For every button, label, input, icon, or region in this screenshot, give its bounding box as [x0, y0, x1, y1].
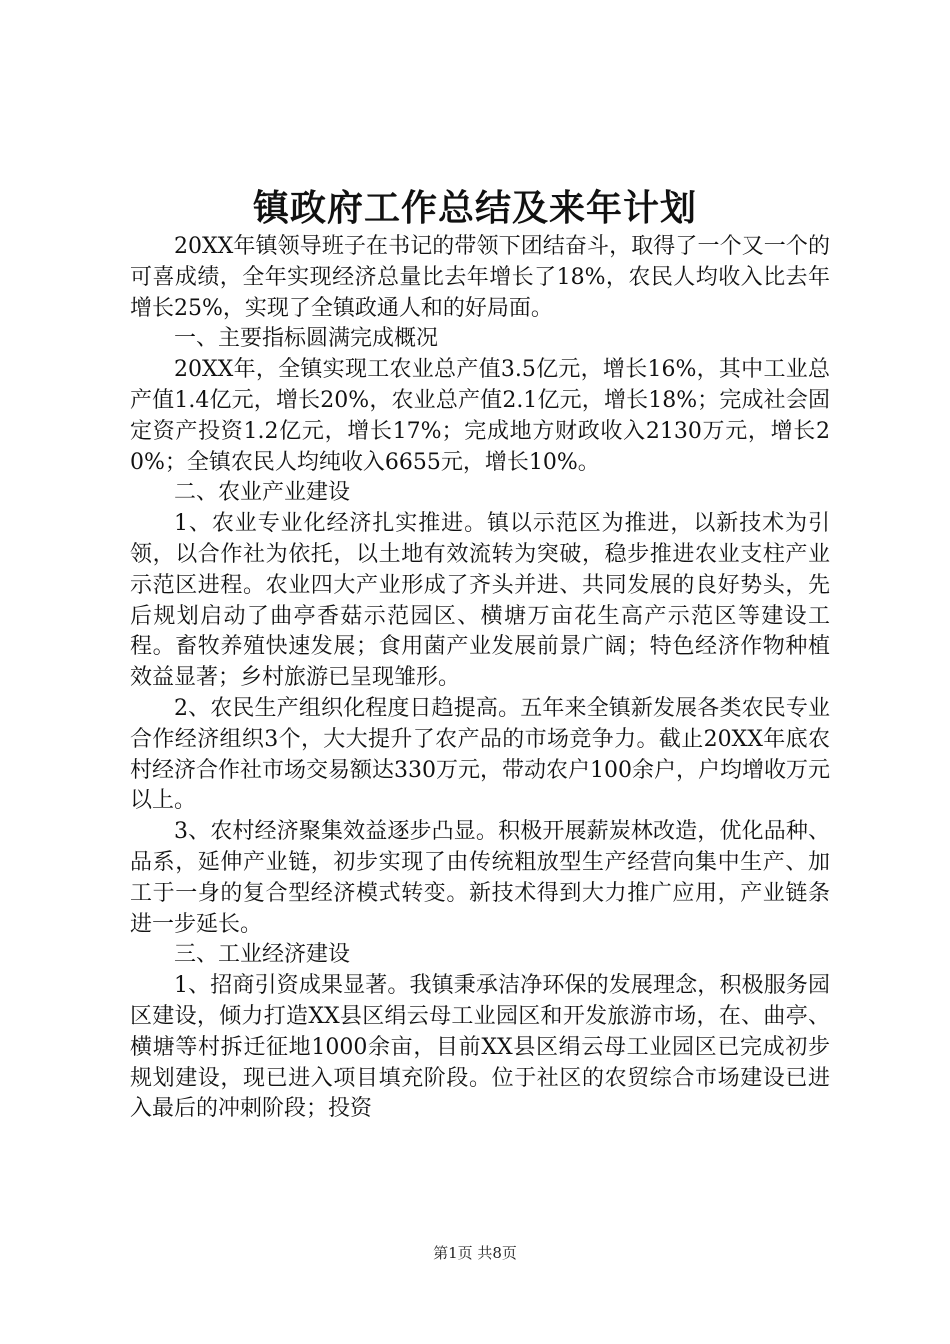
- section-heading-3: 三、工业经济建设: [174, 942, 351, 968]
- section-heading-2: 二、农业产业建设: [174, 480, 351, 506]
- indicators-paragraph: 20XX年，全镇实现工农业总产值3.5亿元，增长16%，其中工业总产值1.4亿元，增长20%，农业总产值2.1亿元，增长18%；完成社会固定资产投资1.2亿元，增长17%；完成地方财政收入2130万元，增长20%；全镇农民人均纯收入6655元，增长10%。: [130, 357, 830, 475]
- document-title: 镇政府工作总结及来年计划: [252, 187, 697, 229]
- document-body: [130, 232, 830, 1125]
- industry-paragraph-1: 1、招商引资成果显著。我镇秉承洁净环保的发展理念，积极服务园区建设，倾力打造XX县区绢云母工业园区和开发旅游市场，在、曲亭、横塘等村拆迁征地1000余亩，目前XX县区绢云母工业园区已完成初步规划建设，现已进入项目填充阶段。位于社区的农贸综合市场建设已进入最后的冲刺阶段；投资: [130, 973, 830, 1122]
- section-heading-1: 一、主要指标圆满完成概况: [174, 326, 439, 352]
- page-number-footer: 第1页 共8页: [433, 1244, 517, 1262]
- intro-paragraph: 20XX年镇领导班子在书记的带领下团结奋斗，取得了一个又一个的可喜成绩，全年实现经济总量比去年增长了18%，农民人均收入比去年增长25%，实现了全镇政通人和的好局面。: [130, 234, 830, 321]
- agriculture-paragraph-2: 2、农民生产组织化程度日趋提高。五年来全镇新发展各类农民专业合作经济组织3个，大大提升了农产品的市场竞争力。截止20XX年底农村经济合作社市场交易额达330万元，带动农户100余户，户均增收万元以上。: [130, 695, 830, 814]
- agriculture-paragraph-1: 1、农业专业化经济扎实推进。镇以示范区为推进，以新技术为引领，以合作社为依托，以土地有效流转为突破，稳步推进农业支柱产业示范区进程。农业四大产业形成了齐头并进、共同发展的良好势头，先后规划启动了曲亭香菇示范园区、横塘万亩花生高产示范区等建设工程。畜牧养殖快速发展；食用菌产业发展前景广阔；特色经济作物种植效益显著；乡村旅游已呈现雏形。: [130, 511, 830, 691]
- agriculture-paragraph-3: 3、农村经济聚集效益逐步凸显。积极开展薪炭林改造，优化品种、品系，延伸产业链，初步实现了由传统粗放型生产经营向集中生产、加工于一身的复合型经济模式转变。新技术得到大力推广应用，产业链条进一步延长。: [130, 819, 830, 937]
